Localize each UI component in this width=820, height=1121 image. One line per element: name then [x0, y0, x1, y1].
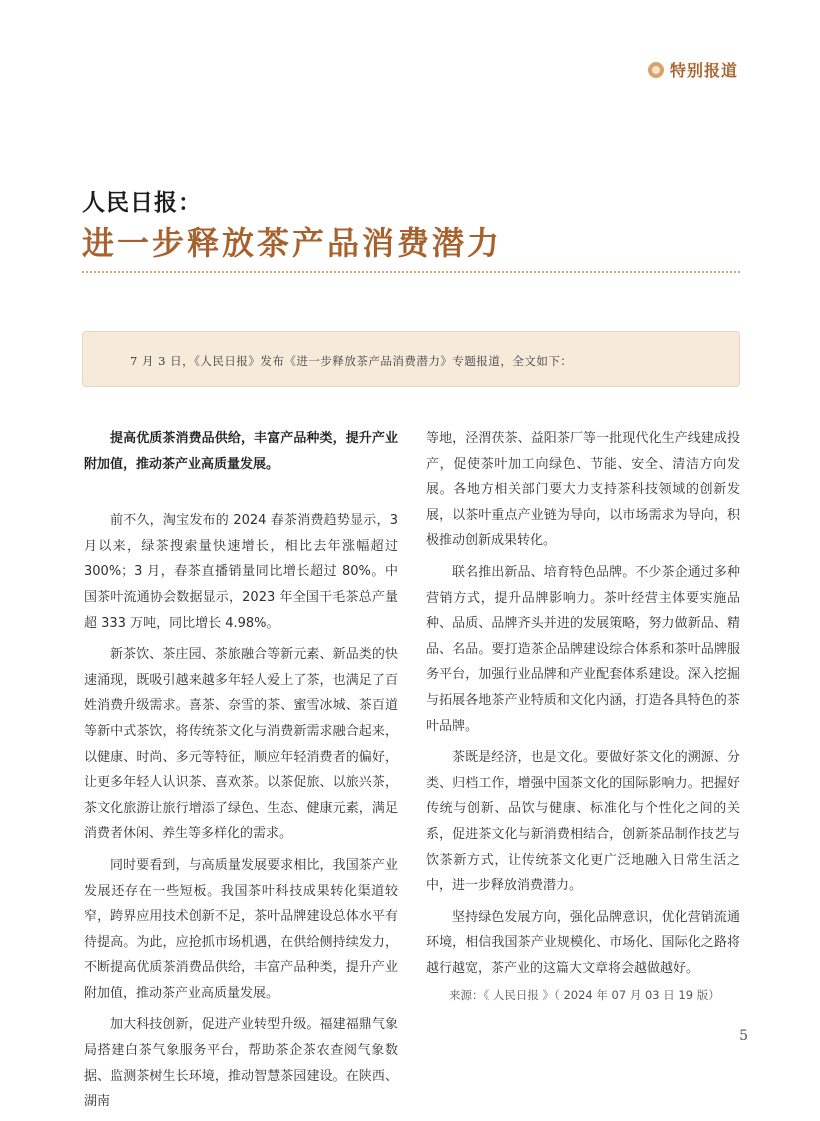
- body-paragraph: 联名推出新品、培育特色品牌。不少茶企通过多种营销方式，提升品牌影响力。茶叶经营主体要实施品种、品质、品牌齐头并进的发展策略，努力做新品、精品、名品。要打造茶企品牌建设综合体系和茶叶品牌服务平台，加强行业品牌和产业配套体系建设。深入挖掘与拓展各地茶产业特质和文化内涵，打造各具特色的茶叶品牌。: [426, 564, 740, 734]
- article-column-right: [426, 426, 740, 1011]
- intro-box: [82, 331, 740, 387]
- article-headline: 进一步释放茶产品消费潜力: [82, 224, 503, 262]
- body-paragraph: 加大科技创新，促进产业转型升级。福建福鼎气象局搭建白茶气象服务平台，帮助茶企茶农查阅气象数据、监测茶树生长环境，推动智慧茶园建设。在陕西、湖南: [84, 1017, 398, 1110]
- body-paragraph: 新茶饮、茶庄园、茶旅融合等新元素、新品类的快速涌现，既吸引越来越多年轻人爱上了茶，也满足了百姓消费升级需求。喜茶、奈雪的茶、蜜雪冰城、茶百道等新中式茶饮，将传统茶文化与消费新需求融合起来，以健康、时尚、多元等特征，顺应年轻消费者的偏好，让更多年轻人认识茶、喜欢茶。以茶促旅、以旅兴茶，茶文化旅游让旅行增添了绿色、生态、健康元素，满足消费者休闲、养生等多样化的需求。: [84, 647, 398, 842]
- page-number: 5: [739, 1028, 748, 1044]
- article-column-left: [84, 426, 398, 1121]
- intro-text: 7 月 3 日，《人民日报》发布《进一步释放茶产品消费潜力》专题报道，全文如下：: [130, 354, 573, 368]
- body-paragraph: 同时要看到，与高质量发展要求相比，我国茶产业发展还存在一些短板。我国茶叶科技成果转化渠道较窄，跨界应用技术创新不足，茶叶品牌建设总体水平有待提高。为此，应抢抓市场机遇，在供给侧持续发力，不断提高优质茶消费品供给，丰富产品种类，提升产业附加值，推动茶产业高质量发展。: [84, 857, 398, 1001]
- body-paragraph-continued: 等地，泾渭茯茶、益阳茶厂等一批现代化生产线建成投产，促使茶叶加工向绿色、节能、安全、清洁方向发展。各地方相关部门要大力支持茶科技领域的创新发展，以茶叶重点产业链为导向，以市场需求为导向，积极推动创新成果转化。: [426, 431, 740, 549]
- section-tag: [648, 58, 738, 81]
- tea-circle-icon: [648, 62, 664, 78]
- section-label: 特别报道: [669, 61, 738, 80]
- body-paragraph: 坚持绿色发展方向，强化品牌意识，优化营销流通环境，相信我国茶产业规模化、市场化、国际化之路将越行越宽，茶产业的这篇大文章将会越做越好。: [426, 909, 740, 976]
- source-citation: 来源：《 人民日报 》（ 2024 年 07 月 03 日 19 版）: [449, 988, 720, 1003]
- title-divider: [82, 271, 740, 273]
- lead-paragraph: 提高优质茶消费品供给，丰富产品种类，提升产业附加值，推动茶产业高质量发展。: [84, 431, 398, 472]
- article-source-title: 人民日报：: [82, 190, 202, 216]
- body-paragraph: 茶既是经济，也是文化。要做好茶文化的溯源、分类、归档工作，增强中国茶文化的国际影响力。把握好传统与创新、品饮与健康、标准化与个性化之间的关系，促进茶文化与新消费相结合，创新茶品制作技艺与饮茶新方式，让传统茶文化更广泛地融入日常生活之中，进一步释放消费潜力。: [426, 750, 740, 894]
- body-paragraph: 前不久，淘宝发布的 2024 春茶消费趋势显示，3 月以来，绿茶搜索量快速增长，相比去年涨幅超过 300%；3 月，春茶直播销量同比增长超过 80%。中国茶叶流通协会数据显示，2023 年全国干毛茶总产量超 333 万吨，同比增长 4.98%。: [84, 513, 398, 631]
